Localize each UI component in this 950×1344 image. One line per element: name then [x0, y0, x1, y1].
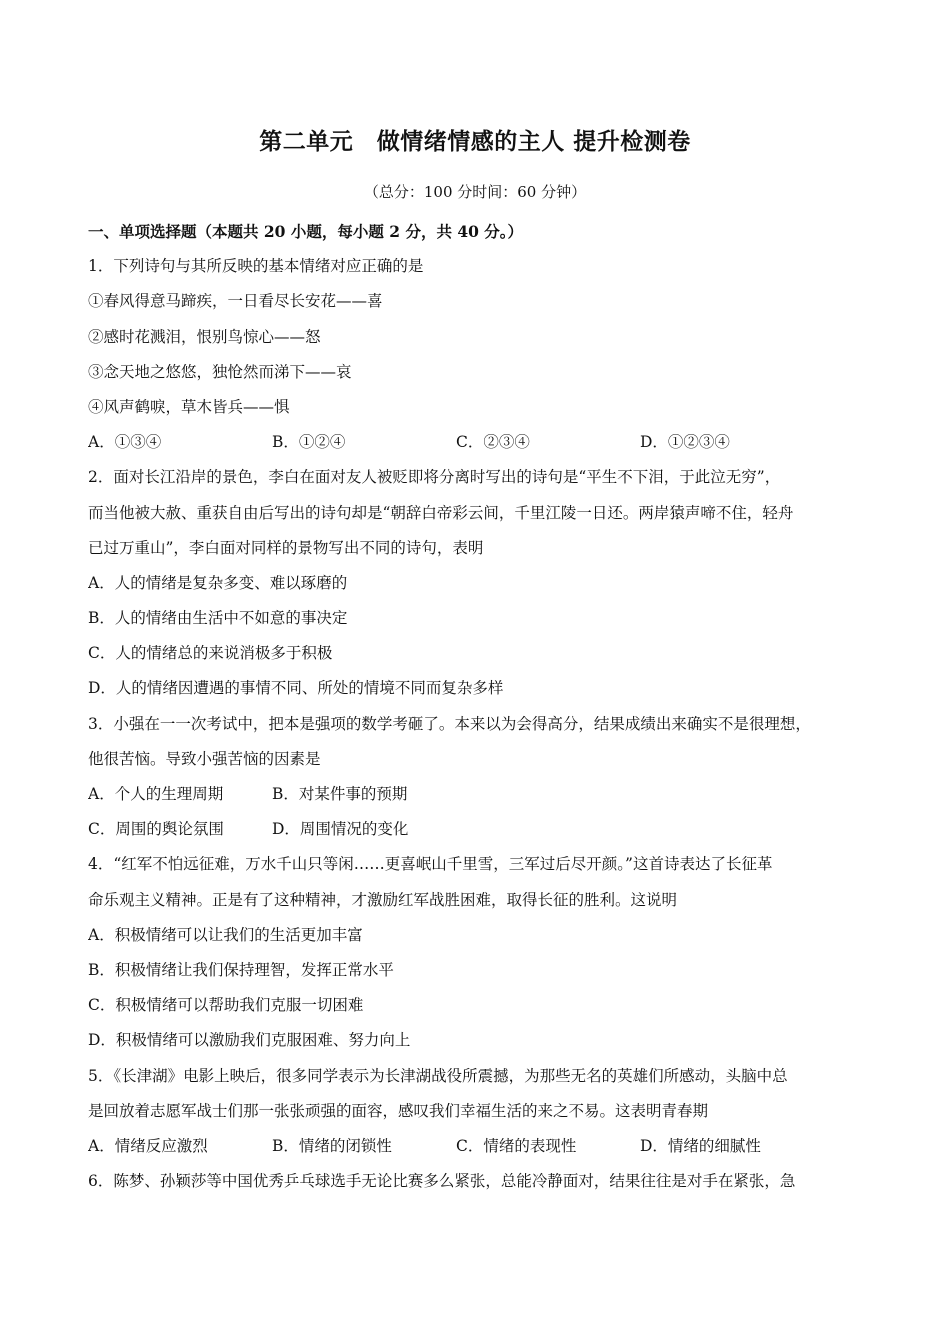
option-b: B．对某件事的预期 — [272, 785, 408, 803]
option-b: B．情绪的闭锁性 — [272, 1136, 392, 1155]
question-2-stem-line: 2．面对长江沿岸的景色，李白在面对友人被贬即将分离时写出的诗句是“平生不下泪，于此泣无穷”， — [88, 468, 781, 487]
option-d: D．积极情绪可以激励我们克服困难、努力向上 — [88, 1031, 411, 1050]
question-1-item: ②感时花溅泪，恨别鸟惊心——怒 — [88, 327, 321, 346]
option-c: C．人的情绪总的来说消极多于积极 — [88, 644, 333, 663]
question-3-options-row — [88, 777, 863, 812]
question-2-stem-line: 而当他被大赦、重获自由后写出的诗句却是“朝辞白帝彩云间，千里江陵一日还。两岸猿声啼不住，轻舟 — [88, 503, 794, 522]
question-5-options — [88, 1129, 863, 1164]
option-d: D．情绪的细腻性 — [640, 1136, 761, 1155]
question-5-stem-line: 是回放着志愿军战士们那一张张顽强的面容，感叹我们幸福生活的来之不易。这表明青春期 — [88, 1101, 709, 1120]
question-1-item: ④风声鹤唳，草木皆兵——惧 — [88, 397, 290, 416]
question-1-item: ③念天地之悠悠，独怆然而涕下——哀 — [88, 362, 352, 381]
document-body — [88, 214, 863, 1199]
page-subtitle: （总分：100 分时间：60 分钟） — [363, 183, 587, 201]
option-c: C．周围的舆论氛围 — [88, 820, 224, 839]
question-4-stem-line: 4．“红军不怕远征难，万水千山只等闲……更喜岷山千里雪，三军过后尽开颜。”这首诗表达了长征革 — [88, 855, 773, 874]
question-2-stem-line: 已过万重山”，李白面对同样的景物写出不同的诗句，表明 — [88, 538, 484, 557]
question-1-stem: 1．下列诗句与其所反映的基本情绪对应正确的是 — [88, 257, 424, 276]
option-c: C．情绪的表现性 — [456, 1136, 577, 1155]
option-b: B．积极情绪让我们保持理智，发挥正常水平 — [88, 960, 394, 979]
question-6-stem-line: 6．陈梦、孙颖莎等中国优秀乒乓球选手无论比赛多么紧张，总能冷静面对，结果往往是对手在紧张，急 — [88, 1172, 796, 1191]
question-3-stem-line: 3．小强在一一次考试中，把本是强项的数学考砸了。本来以为会得高分，结果成绩出来确实不是很理想， — [88, 714, 811, 733]
question-3-stem-line: 他很苦恼。导致小强苦恼的因素是 — [88, 749, 321, 768]
option-d: D．人的情绪因遭遇的事情不同、所处的情境不同而复杂多样 — [88, 679, 504, 698]
section-heading: 一、单项选择题（本题共 20 小题，每小题 2 分，共 40 分。） — [88, 222, 524, 241]
question-4-stem-line: 命乐观主义精神。正是有了这种精神，才激励红军战胜困难，取得长征的胜利。这说明 — [88, 890, 678, 909]
question-3-options-row — [88, 812, 863, 847]
option-c: C．积极情绪可以帮助我们克服一切困难 — [88, 996, 364, 1015]
page-title: 第二单元 做情绪情感的主人 提升检测卷 — [259, 128, 691, 155]
question-5-stem-line: 5．《长津湖》电影上映后，很多同学表示为长津湖战役所震撼，为那些无名的英雄们所感动，头脑中总 — [88, 1066, 788, 1085]
option-a: A．情绪反应激烈 — [88, 1136, 208, 1155]
question-1-item: ①春风得意马蹄疾，一日看尽长安花——喜 — [88, 292, 383, 311]
option-d: D．①②③④ — [640, 433, 730, 452]
option-b: B．①②④ — [272, 433, 346, 452]
option-a: A．个人的生理周期 — [88, 785, 224, 803]
option-d: D．周围情况的变化 — [272, 820, 409, 839]
option-c: C．②③④ — [456, 433, 530, 452]
option-a: A．①③④ — [88, 433, 162, 452]
option-a: A．人的情绪是复杂多变、难以琢磨的 — [88, 573, 348, 592]
option-a: A．积极情绪可以让我们的生活更加丰富 — [88, 925, 363, 944]
question-1-options — [88, 425, 863, 460]
option-b: B．人的情绪由生活中不如意的事决定 — [88, 609, 348, 628]
